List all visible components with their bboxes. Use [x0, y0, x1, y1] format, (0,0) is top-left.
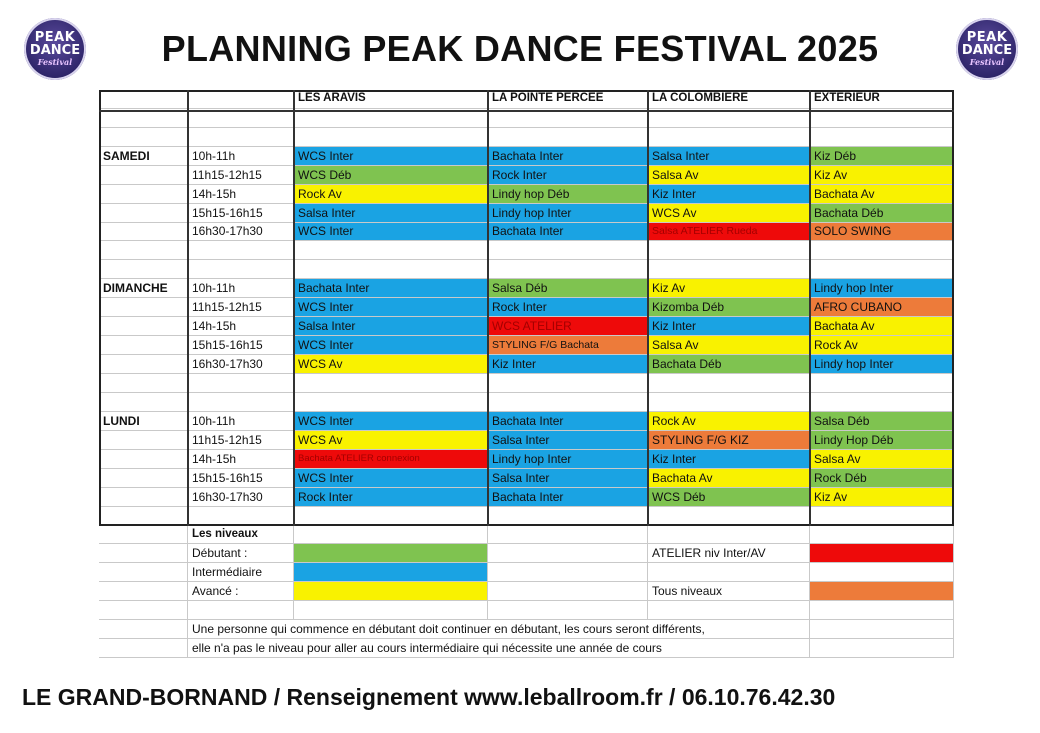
day-label: LUNDI	[99, 412, 188, 431]
empty-cell	[188, 241, 294, 260]
class-cell: Lindy hop Inter	[810, 279, 954, 298]
empty-cell	[99, 128, 188, 147]
empty-cell	[488, 393, 648, 412]
empty-cell	[648, 128, 810, 147]
time-slot: 10h-11h	[188, 412, 294, 431]
class-cell: Kiz Av	[648, 279, 810, 298]
time-slot: 16h30-17h30	[188, 223, 294, 242]
empty-cell	[294, 525, 488, 544]
empty-cell	[810, 260, 954, 279]
empty-cell	[188, 374, 294, 393]
empty-cell	[810, 601, 954, 620]
class-cell: Rock Av	[810, 336, 954, 355]
time-slot: 14h-15h	[188, 185, 294, 204]
class-cell: WCS Déb	[648, 488, 810, 507]
page-title: PLANNING PEAK DANCE FESTIVAL 2025	[161, 28, 879, 69]
class-cell: WCS Av	[294, 431, 488, 450]
class-cell: Salsa ATELIER Rueda	[648, 223, 810, 242]
class-cell: Salsa Inter	[294, 317, 488, 336]
header-cell	[99, 90, 188, 109]
time-slot: 11h15-12h15	[188, 298, 294, 317]
empty-cell	[99, 525, 188, 544]
empty-cell	[488, 544, 648, 563]
time-slot: 15h15-16h15	[188, 204, 294, 223]
legend-label: Avancé :	[188, 582, 294, 601]
class-cell: Rock Inter	[488, 298, 648, 317]
empty-cell	[294, 260, 488, 279]
empty-cell	[488, 507, 648, 526]
empty-cell	[648, 601, 810, 620]
empty-cell	[99, 582, 188, 601]
class-cell: Bachata Inter	[488, 488, 648, 507]
empty-cell	[99, 166, 188, 185]
time-slot: 16h30-17h30	[188, 488, 294, 507]
class-cell: Lindy hop Déb	[488, 185, 648, 204]
legend-swatch-red	[810, 544, 954, 563]
empty-cell	[810, 374, 954, 393]
empty-cell	[488, 582, 648, 601]
empty-cell	[294, 109, 488, 128]
legend-label: Débutant :	[188, 544, 294, 563]
legend-label: Intermédiaire	[188, 563, 294, 582]
time-slot: 14h-15h	[188, 317, 294, 336]
class-cell: SOLO SWING	[810, 223, 954, 242]
empty-cell	[188, 109, 294, 128]
class-cell: Rock Déb	[810, 469, 954, 488]
class-cell: Bachata Av	[648, 469, 810, 488]
empty-cell	[99, 185, 188, 204]
class-cell: Salsa Av	[810, 450, 954, 469]
empty-cell	[810, 525, 954, 544]
class-cell: Bachata Déb	[648, 355, 810, 374]
column-header: LA POINTE PERCEE	[488, 90, 648, 109]
class-cell: Lindy hop Inter	[810, 355, 954, 374]
empty-cell	[810, 639, 954, 658]
empty-cell	[99, 223, 188, 242]
empty-cell	[99, 620, 188, 639]
class-cell: WCS Inter	[294, 336, 488, 355]
day-label: DIMANCHE	[99, 279, 188, 298]
empty-cell	[294, 393, 488, 412]
time-slot: 14h-15h	[188, 450, 294, 469]
time-slot: 15h15-16h15	[188, 336, 294, 355]
class-cell: WCS Inter	[294, 147, 488, 166]
empty-cell	[294, 128, 488, 147]
class-cell: Bachata Av	[810, 317, 954, 336]
empty-cell	[99, 298, 188, 317]
empty-cell	[99, 431, 188, 450]
empty-cell	[188, 507, 294, 526]
empty-cell	[99, 507, 188, 526]
class-cell: STYLING F/G KIZ	[648, 431, 810, 450]
class-cell: Bachata Inter	[488, 147, 648, 166]
legend-note: Une personne qui commence en débutant doit continuer en débutant, les cours seront différents,	[188, 620, 810, 639]
class-cell: Bachata ATELIER connexion	[294, 450, 488, 469]
class-cell: Kiz Inter	[648, 450, 810, 469]
peak-dance-logo: PEAK DANCE Festival	[24, 18, 86, 80]
class-cell: WCS Inter	[294, 298, 488, 317]
class-cell: Salsa Déb	[488, 279, 648, 298]
empty-cell	[99, 204, 188, 223]
class-cell: WCS Inter	[294, 469, 488, 488]
class-cell: Kiz Av	[810, 488, 954, 507]
empty-cell	[648, 525, 810, 544]
class-cell: Salsa Inter	[488, 431, 648, 450]
empty-cell	[488, 241, 648, 260]
class-cell: Kiz Inter	[488, 355, 648, 374]
empty-cell	[810, 393, 954, 412]
day-label: SAMEDI	[99, 147, 188, 166]
time-slot: 10h-11h	[188, 279, 294, 298]
time-slot: 10h-11h	[188, 147, 294, 166]
header-divider	[99, 110, 954, 112]
class-cell: WCS ATELIER	[488, 317, 648, 336]
legend-title: Les niveaux	[188, 525, 294, 544]
empty-cell	[488, 109, 648, 128]
class-cell: Rock Av	[294, 185, 488, 204]
empty-cell	[648, 374, 810, 393]
empty-cell	[648, 563, 810, 582]
legend-swatch-blue	[294, 563, 488, 582]
empty-cell	[188, 128, 294, 147]
empty-cell	[488, 260, 648, 279]
empty-cell	[810, 563, 954, 582]
empty-cell	[648, 260, 810, 279]
class-cell: Lindy hop Inter	[488, 450, 648, 469]
time-slot: 11h15-12h15	[188, 431, 294, 450]
empty-cell	[99, 450, 188, 469]
class-cell: Kiz Inter	[648, 317, 810, 336]
footer-contact: LE GRAND-BORNAND / Renseignement www.leballroom.fr / 06.10.76.42.30	[22, 684, 836, 710]
class-cell: Salsa Inter	[294, 204, 488, 223]
legend-label: Tous niveaux	[648, 582, 810, 601]
class-cell: Salsa Inter	[488, 469, 648, 488]
class-cell: WCS Inter	[294, 223, 488, 242]
empty-cell	[488, 525, 648, 544]
class-cell: Rock Inter	[488, 166, 648, 185]
empty-cell	[99, 393, 188, 412]
header-cell	[188, 90, 294, 109]
empty-cell	[99, 544, 188, 563]
time-slot: 16h30-17h30	[188, 355, 294, 374]
class-cell: AFRO CUBANO	[810, 298, 954, 317]
class-cell: Kiz Av	[810, 166, 954, 185]
class-cell: Bachata Inter	[294, 279, 488, 298]
class-cell: Salsa Av	[648, 336, 810, 355]
empty-cell	[99, 355, 188, 374]
peak-dance-logo: PEAK DANCE Festival	[956, 18, 1018, 80]
empty-cell	[810, 507, 954, 526]
empty-cell	[648, 109, 810, 128]
class-cell: Kiz Inter	[648, 185, 810, 204]
schedule-table	[99, 90, 954, 658]
empty-cell	[488, 128, 648, 147]
empty-cell	[810, 241, 954, 260]
time-slot: 11h15-12h15	[188, 166, 294, 185]
empty-cell	[99, 639, 188, 658]
class-cell: Bachata Inter	[488, 412, 648, 431]
class-cell: STYLING F/G Bachata	[488, 336, 648, 355]
empty-cell	[99, 563, 188, 582]
empty-cell	[99, 109, 188, 128]
class-cell: Lindy hop Inter	[488, 204, 648, 223]
empty-cell	[188, 260, 294, 279]
empty-cell	[99, 260, 188, 279]
class-cell: Kizomba Déb	[648, 298, 810, 317]
empty-cell	[648, 241, 810, 260]
class-cell: Rock Inter	[294, 488, 488, 507]
empty-cell	[810, 620, 954, 639]
legend-swatch-green	[294, 544, 488, 563]
empty-cell	[99, 374, 188, 393]
legend-swatch-yellow	[294, 582, 488, 601]
class-cell: WCS Av	[294, 355, 488, 374]
empty-cell	[188, 393, 294, 412]
empty-cell	[99, 317, 188, 336]
legend-swatch-orange	[810, 582, 954, 601]
empty-cell	[488, 563, 648, 582]
class-cell: Bachata Av	[810, 185, 954, 204]
empty-cell	[810, 128, 954, 147]
legend-label: ATELIER niv Inter/AV	[648, 544, 810, 563]
empty-cell	[488, 374, 648, 393]
empty-cell	[294, 374, 488, 393]
column-header: LES ARAVIS	[294, 90, 488, 109]
class-cell: WCS Déb	[294, 166, 488, 185]
empty-cell	[294, 507, 488, 526]
empty-cell	[810, 109, 954, 128]
empty-cell	[488, 601, 648, 620]
class-cell: Bachata Déb	[810, 204, 954, 223]
column-header: LA COLOMBIERE	[648, 90, 810, 109]
class-cell: Lindy Hop Déb	[810, 431, 954, 450]
class-cell: Salsa Inter	[648, 147, 810, 166]
empty-cell	[99, 336, 188, 355]
empty-cell	[294, 601, 488, 620]
class-cell: Rock Av	[648, 412, 810, 431]
legend-note: elle n'a pas le niveau pour aller au cours intermédiaire qui nécessite une année de cours	[188, 639, 810, 658]
empty-cell	[648, 507, 810, 526]
empty-cell	[294, 241, 488, 260]
class-cell: Bachata Inter	[488, 223, 648, 242]
class-cell: Salsa Déb	[810, 412, 954, 431]
empty-cell	[99, 241, 188, 260]
class-cell: WCS Inter	[294, 412, 488, 431]
class-cell: Kiz Déb	[810, 147, 954, 166]
column-header: EXTERIEUR	[810, 90, 954, 109]
empty-cell	[188, 601, 294, 620]
class-cell: Salsa Av	[648, 166, 810, 185]
class-cell: WCS Av	[648, 204, 810, 223]
time-slot: 15h15-16h15	[188, 469, 294, 488]
empty-cell	[99, 469, 188, 488]
empty-cell	[99, 488, 188, 507]
empty-cell	[99, 601, 188, 620]
empty-cell	[648, 393, 810, 412]
